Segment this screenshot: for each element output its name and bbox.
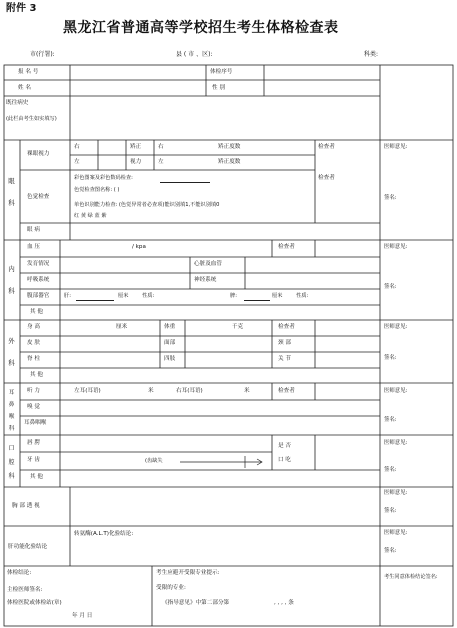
chest-sign-label: 签名: xyxy=(384,508,397,514)
heart-label: 心脏及血管 xyxy=(194,261,222,267)
ent-sign-label: 签名: xyxy=(384,417,397,423)
history-label: 既往病史 xyxy=(6,100,29,106)
restrict-guide-label: 《指导意见》中第二部分第 xyxy=(162,600,230,606)
color-vision-label: 色觉检查 xyxy=(27,194,50,200)
ent-opinion-label: 医师意见: xyxy=(384,388,408,394)
corrected-vision-label-a: 矫正 xyxy=(130,144,142,150)
weight-label: 体重 xyxy=(164,324,176,330)
color-line-2: 色觉检查图名称: ( ) xyxy=(74,187,120,193)
internal-sign-label: 签名: xyxy=(384,284,397,290)
ent-disease-label: 耳鼻咽喉 xyxy=(24,420,47,426)
section-internal: 内科 xyxy=(8,265,15,295)
color-line-3: 单色识别能力检查: (色觉异常者必查项)能识别填1,不能识别填0 xyxy=(74,202,220,208)
left-ear-label: 左耳(耳语) xyxy=(74,388,101,394)
eye-disease-label: 眼 病 xyxy=(27,227,40,233)
left-ear-unit: 米 xyxy=(148,388,154,394)
resp-label: 呼吸系统 xyxy=(27,277,50,283)
eye-sign-label: 签名: xyxy=(384,195,397,201)
liver-sign-label: 签名: xyxy=(384,548,397,554)
internal-other-label: 其 他 xyxy=(30,309,43,315)
name-label: 姓 名 xyxy=(18,85,31,91)
height-label: 身 高 xyxy=(27,324,40,330)
spleen-underline xyxy=(244,300,270,301)
joints-label: 关 节 xyxy=(278,356,291,362)
bp-unit: / kpa xyxy=(132,244,146,250)
naked-vision-label: 裸眼视力 xyxy=(27,151,50,157)
liver-function-label: 肝功能化验结论 xyxy=(8,544,48,550)
gender-label: 性 别 xyxy=(212,85,225,91)
lips-label: 唇 腭 xyxy=(27,440,40,446)
hearing-label: 听 力 xyxy=(27,388,40,394)
neck-label: 颈 部 xyxy=(278,340,291,346)
conclusion-label: 体检结论: xyxy=(7,570,32,576)
internal-doctor-label: 检查者 xyxy=(278,244,295,250)
date-label: 年 月 日 xyxy=(72,613,93,619)
oral-sign-label: 签名: xyxy=(384,467,397,473)
oral-opinion-label: 医师意见: xyxy=(384,440,408,446)
liver-texture: 性质: xyxy=(142,293,155,299)
restrict-label: 考生应避开受限专业提示: xyxy=(156,570,220,576)
reg-no-label: 报 名 号 xyxy=(18,69,39,75)
history-note: (此栏由考生如实填写) xyxy=(6,116,57,122)
chest-opinion-label: 医师意见: xyxy=(384,490,408,496)
color-underline xyxy=(160,182,210,183)
section-eye: 眼科 xyxy=(8,177,15,207)
section-surgery: 外科 xyxy=(8,337,15,367)
section-oral: 口腔科 xyxy=(8,445,15,480)
color-line-1: 彩色图案及彩色数码检查: xyxy=(74,175,133,181)
corrected-left-label: 左 xyxy=(158,159,164,165)
bp-label: 血 压 xyxy=(27,244,40,250)
abdomen-label: 腹部器官 xyxy=(27,293,50,299)
subject-field-label: 科类: xyxy=(364,51,379,58)
hospital-label: 体检医院或体检站(章) xyxy=(7,600,62,606)
restrict-majors-label: 受限的专业: xyxy=(156,585,186,591)
limbs-label: 四肢 xyxy=(164,356,176,362)
eye-doctor-label: 检查者 xyxy=(318,144,335,150)
chest-xray-label: 胸 部 透 视 xyxy=(12,503,40,509)
agree-sign-label: 考生同意体检结论签名: xyxy=(384,574,438,580)
degree-right-label: 矫正度数 xyxy=(218,144,241,150)
corrected-vision-label-b: 视力 xyxy=(130,159,142,165)
doctor-sign-label: 主检医师签名: xyxy=(7,587,43,593)
liver-underline xyxy=(76,300,114,301)
corrected-right-label: 右 xyxy=(158,144,164,150)
surgery-other-label: 其 他 xyxy=(30,372,43,378)
skin-label: 皮 肤 xyxy=(27,340,40,346)
page-title: 黑龙江省普通高等学校招生考生体格检查表 xyxy=(63,20,339,36)
naked-left-label: 左 xyxy=(74,159,80,165)
naked-right-label: 右 xyxy=(74,144,80,150)
weight-unit: 千克 xyxy=(232,324,244,330)
county-field-label: 县 ( 市 、区): xyxy=(176,51,213,58)
right-ear-label: 右耳(耳语) xyxy=(176,388,203,394)
restrict-clauses: , , , , 条 xyxy=(274,600,294,606)
missing-teeth-label: (齿缺失 xyxy=(145,458,163,464)
liver-cm: 厘米 xyxy=(118,293,129,299)
teeth-arrow xyxy=(180,456,262,468)
section-ent: 耳鼻喉科 xyxy=(8,390,15,432)
stutter-label-b: 口 吃 xyxy=(278,457,291,463)
degree-left-label: 矫正度数 xyxy=(218,159,241,165)
exam-no-label: 体检序号 xyxy=(210,69,233,75)
spleen-label: 脾: xyxy=(230,293,237,299)
internal-opinion-label: 医师意见: xyxy=(384,244,408,250)
neuro-label: 神经系统 xyxy=(194,277,217,283)
liver-opinion-label: 医师意见: xyxy=(384,530,408,536)
smell-label: 嗅 觉 xyxy=(27,404,40,410)
attachment-label: 附件 3 xyxy=(6,3,37,14)
teeth-label: 牙 齿 xyxy=(27,457,40,463)
height-unit: 厘米 xyxy=(116,324,128,330)
city-field-label: 市(行署): xyxy=(30,51,55,58)
color-line-4: 红 黄 绿 蓝 紫 xyxy=(74,213,107,219)
liver-label: 肝: xyxy=(64,293,71,299)
growth-label: 发育情况 xyxy=(27,261,50,267)
right-ear-unit: 米 xyxy=(244,388,250,394)
spleen-texture: 性质: xyxy=(296,293,309,299)
surgery-sign-label: 签名: xyxy=(384,355,397,361)
surgery-opinion-label: 医师意见: xyxy=(384,324,408,330)
eye-opinion-label: 医师意见: xyxy=(384,144,408,150)
eye-doctor-label-2: 检查者 xyxy=(318,175,335,181)
spine-label: 脊 柱 xyxy=(27,356,40,362)
ent-doctor-label: 检查者 xyxy=(278,388,295,394)
spleen-cm: 厘米 xyxy=(272,293,283,299)
alt-label: 转氨酶(A.L.T)化验结论: xyxy=(74,531,134,537)
surgery-doctor-label: 检查者 xyxy=(278,324,295,330)
oral-other-label: 其 他 xyxy=(30,474,43,480)
face-label: 面部 xyxy=(164,340,176,346)
stutter-label-a: 是 否 xyxy=(278,443,291,449)
